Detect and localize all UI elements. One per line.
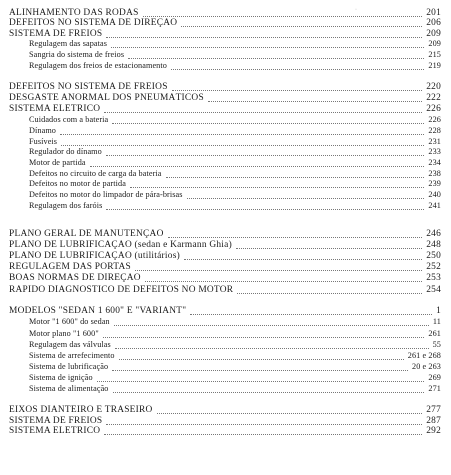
toc-entry-page: 240 bbox=[428, 190, 441, 199]
toc-entry bbox=[29, 147, 441, 157]
dot-leader bbox=[112, 122, 424, 124]
dot-leader bbox=[184, 258, 422, 260]
toc-entry bbox=[29, 169, 441, 179]
toc-entry-title: DESGASTE ANORMAL DOS PNEUMÁTICOS bbox=[9, 93, 204, 103]
toc-entry bbox=[9, 262, 441, 272]
toc-entry-title: DEFEITOS NO SISTEMA DE FREIOS bbox=[9, 82, 168, 92]
dot-leader bbox=[114, 324, 429, 326]
dot-leader bbox=[166, 176, 425, 178]
toc-entry-title: BOAS NORMAS DE DIREÇÃO bbox=[9, 273, 141, 283]
dot-leader bbox=[61, 144, 424, 146]
toc-entry-page: 261 e 268 bbox=[407, 351, 441, 360]
toc-entry bbox=[29, 50, 441, 60]
toc-entry bbox=[9, 251, 441, 261]
toc-entry bbox=[29, 39, 441, 49]
toc-entry bbox=[29, 362, 441, 372]
dot-leader bbox=[168, 236, 423, 238]
dot-leader bbox=[106, 423, 422, 425]
toc-entry-title: PLANO DE LUBRIFICAÇÃO (utilitários) bbox=[9, 251, 180, 261]
toc-entry bbox=[29, 190, 441, 200]
toc-entry bbox=[9, 104, 441, 114]
toc-entry-page: 238 bbox=[428, 169, 441, 178]
toc-entry-title: MODELOS "SEDAN 1 600" E "VARIANT" bbox=[9, 306, 187, 316]
toc-entry bbox=[29, 126, 441, 136]
toc-entry-page: 215 bbox=[428, 50, 441, 59]
toc-entry-title: Regulagem dos freios de estacionamento bbox=[29, 61, 167, 70]
toc-entry-title: EIXOS DIANTEIRO E TRASEIRO bbox=[9, 405, 153, 415]
toc-entry-page: 55 bbox=[432, 340, 441, 349]
dot-leader bbox=[103, 336, 425, 338]
dot-leader bbox=[172, 89, 423, 91]
toc-entry-page: 250 bbox=[426, 251, 441, 261]
dot-leader bbox=[237, 292, 422, 294]
toc-entry-page: 254 bbox=[426, 285, 441, 295]
toc-entry-page: 271 bbox=[428, 384, 441, 393]
dot-leader bbox=[145, 280, 422, 282]
toc-entry-page: 201 bbox=[426, 8, 441, 18]
toc-entry-page: 228 bbox=[428, 126, 441, 135]
dot-leader bbox=[157, 412, 423, 414]
toc-entry-title: Regulagem das válvulas bbox=[29, 340, 111, 349]
dot-leader bbox=[104, 433, 422, 435]
toc-entry-page: 1 bbox=[436, 306, 441, 316]
toc-entry-page: 234 bbox=[428, 158, 441, 167]
toc-entry-title: Regulador do dínamo bbox=[29, 147, 102, 156]
toc-entry-title: Fusíveis bbox=[29, 137, 58, 146]
dot-leader bbox=[181, 25, 422, 27]
toc-entry-page: 11 bbox=[432, 317, 441, 326]
dot-leader bbox=[90, 165, 425, 167]
toc-entry-page: 209 bbox=[428, 39, 441, 48]
dot-leader bbox=[190, 313, 432, 315]
toc-entry-title: Dínamo bbox=[29, 126, 56, 135]
dot-leader bbox=[130, 186, 424, 188]
dot-leader bbox=[112, 369, 408, 371]
toc-entry-page: 269 bbox=[428, 373, 441, 382]
toc-entry bbox=[9, 18, 441, 28]
toc-entry bbox=[29, 179, 441, 189]
toc-entry-page: 209 bbox=[426, 29, 441, 39]
toc-entry-title: PLANO DE LUBRIFICAÇÃO (sedan e Karmann Ghia) bbox=[9, 240, 232, 250]
corner-mark: · bbox=[355, 7, 357, 13]
toc-entry bbox=[29, 373, 441, 383]
dot-leader bbox=[236, 247, 422, 249]
toc-entry bbox=[9, 285, 441, 295]
toc-entry bbox=[29, 329, 441, 339]
toc-entry bbox=[9, 416, 441, 426]
toc-entry-title: Cuidados com a bateria bbox=[29, 115, 109, 124]
dot-leader bbox=[143, 15, 423, 17]
toc-entry-title: Defeitos no motor de partida bbox=[29, 179, 126, 188]
toc-entry bbox=[29, 351, 441, 361]
dot-leader bbox=[187, 197, 425, 199]
toc-entry-title: DEFEITOS NO SISTEMA DE DIREÇÃO bbox=[9, 18, 178, 28]
toc-entry-title: PLANO GERAL DE MANUTENÇÃO bbox=[9, 229, 164, 239]
toc-entry-page: 241 bbox=[428, 201, 441, 210]
toc-entry-title: Motor "1 600" do sedan bbox=[29, 317, 110, 326]
toc-entry-page: 292 bbox=[426, 426, 441, 436]
toc-entry-page: 20 e 263 bbox=[412, 362, 441, 371]
dot-leader bbox=[104, 111, 422, 113]
toc-entry-title: Sangria do sistema de freios bbox=[29, 50, 125, 59]
toc-entry bbox=[9, 240, 441, 250]
dot-leader bbox=[115, 347, 429, 349]
toc-entry bbox=[29, 340, 441, 350]
dot-leader bbox=[60, 133, 424, 135]
toc-entry-page: 219 bbox=[428, 61, 441, 70]
toc-entry-title: SISTEMA ELÉTRICO bbox=[9, 104, 101, 114]
toc-entry-title: Sistema de alimentação bbox=[29, 384, 109, 393]
toc-entry-title: Defeitos no motor do limpador de pára-brisas bbox=[29, 190, 183, 199]
toc-entry-page: 226 bbox=[428, 115, 441, 124]
dot-leader bbox=[135, 269, 422, 271]
toc-entry-title: REGULAGEM DAS PORTAS bbox=[9, 262, 131, 272]
toc-entry-page: 206 bbox=[426, 18, 441, 28]
toc-entry-page: 220 bbox=[426, 82, 441, 92]
toc-entry-title: RÁPIDO DIAGNÓSTICO DE DEFEITOS NO MOTOR bbox=[9, 285, 234, 295]
dot-leader bbox=[119, 358, 404, 360]
toc-entry bbox=[9, 93, 441, 103]
toc-entry bbox=[9, 405, 441, 415]
dot-leader bbox=[128, 57, 424, 59]
dot-leader bbox=[113, 391, 425, 393]
toc-entry bbox=[9, 82, 441, 92]
toc-entry-title: Defeitos no circuito de carga da bateria bbox=[29, 169, 162, 178]
toc-entry-page: 231 bbox=[428, 137, 441, 146]
toc-entry-page: 261 bbox=[428, 329, 441, 338]
toc-entry-page: 253 bbox=[426, 273, 441, 283]
dot-leader bbox=[171, 68, 424, 70]
toc-entry-title: Regulagem das sapatas bbox=[29, 39, 108, 48]
toc-entry-title: Sistema de arrefecimento bbox=[29, 351, 115, 360]
toc-entry-page: 287 bbox=[426, 416, 441, 426]
dot-leader bbox=[111, 46, 424, 48]
toc-entry-page: 233 bbox=[428, 147, 441, 156]
dot-leader bbox=[97, 380, 425, 382]
toc-entry-page: 277 bbox=[426, 405, 441, 415]
dot-leader bbox=[106, 208, 424, 210]
toc-entry bbox=[9, 426, 441, 436]
dot-leader bbox=[106, 154, 425, 156]
dot-leader bbox=[106, 36, 422, 38]
toc-entry bbox=[29, 158, 441, 168]
toc-entry-title: Sistema de ignição bbox=[29, 373, 93, 382]
toc-entry bbox=[9, 273, 441, 283]
toc-entry bbox=[29, 137, 441, 147]
toc-entry-title: SISTEMA ELÉTRICO bbox=[9, 426, 101, 436]
toc-entry bbox=[9, 229, 441, 239]
toc-entry bbox=[9, 29, 441, 39]
toc-entry-title: Regulagem dos faróis bbox=[29, 201, 103, 210]
toc-entry bbox=[29, 201, 441, 211]
toc-entry-page: 222 bbox=[426, 93, 441, 103]
toc-entry bbox=[29, 384, 441, 394]
toc-entry bbox=[9, 8, 441, 18]
toc-entry-title: SISTEMA DE FREIOS bbox=[9, 29, 103, 39]
toc-entry-page: 246 bbox=[426, 229, 441, 239]
toc-entry-page: 226 bbox=[426, 104, 441, 114]
toc-entry bbox=[29, 317, 441, 327]
toc-entry-title: Motor plano "1 600" bbox=[29, 329, 99, 338]
toc-entry-page: 239 bbox=[428, 179, 441, 188]
toc-entry bbox=[29, 61, 441, 71]
toc-entry-page: 252 bbox=[426, 262, 441, 272]
toc-entry bbox=[29, 115, 441, 125]
toc-entry-title: Sistema de lubrificação bbox=[29, 362, 109, 371]
toc-entry-title: ALINHAMENTO DAS RODAS bbox=[9, 8, 139, 18]
toc-entry-page: 248 bbox=[426, 240, 441, 250]
dot-leader bbox=[208, 100, 422, 102]
toc-entry bbox=[9, 306, 441, 316]
toc-entry-title: Motor de partida bbox=[29, 158, 86, 167]
toc-entry-title: SISTEMA DE FREIOS bbox=[9, 416, 103, 426]
